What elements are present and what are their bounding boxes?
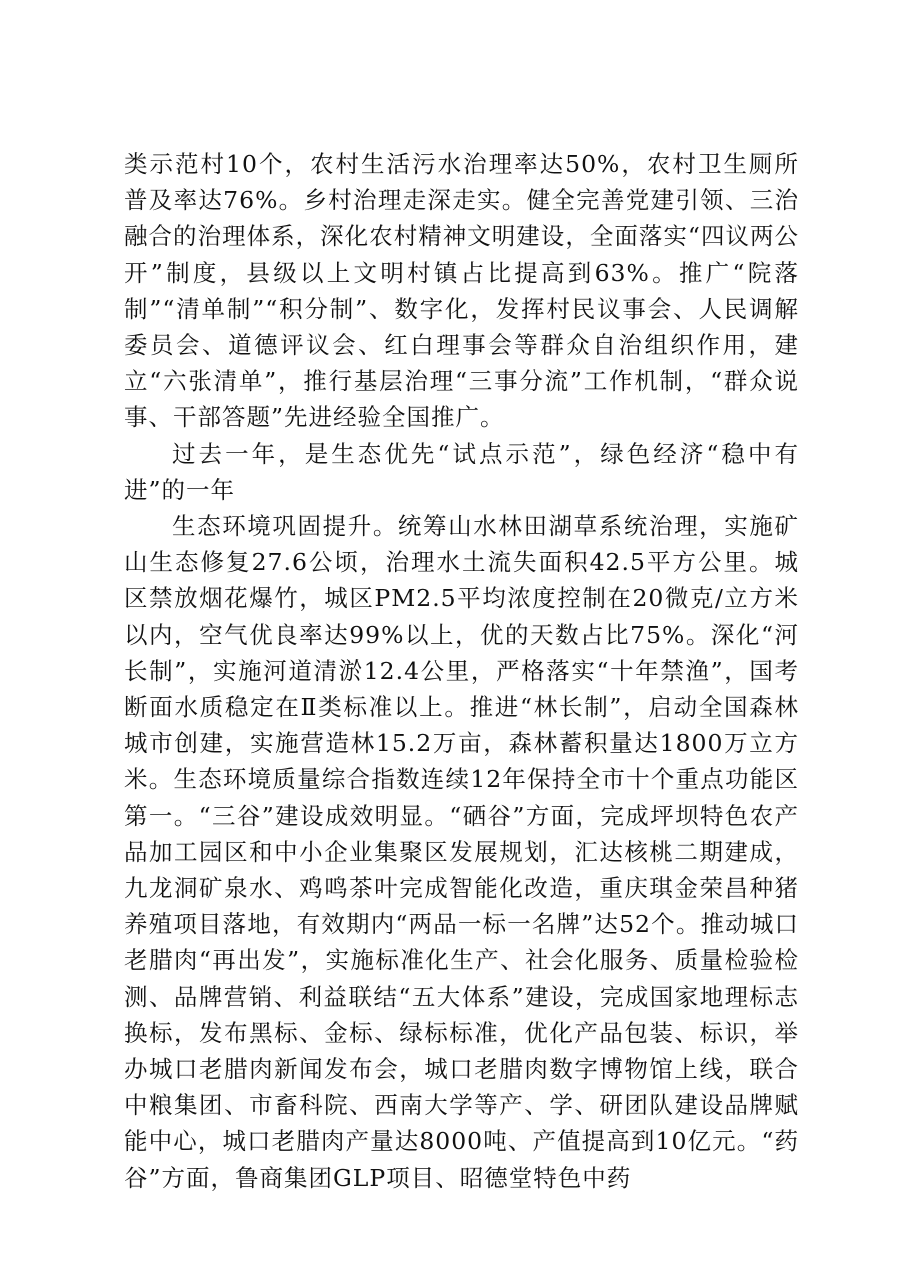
paragraph-rural-governance: 类示范村10个，农村生活污水治理率达50%，农村卫生厕所普及率达76%。乡村治理走深走实。健全完善党建引领、三治融合的治理体系，深化农村精神文明建设，全面落实“四议两公开”制度，县级以上文明村镇占比提高到63%。推广“院落制”“清单制”“积分制”、数字化，发挥村民议事会、人民调解委员会、道德评议会、红白理事会等群众自治组织作用，建立“六张清单”，推行基层治理“三事分流”工作机制，“群众说事、干部答题”先进经验全国推广。	[124, 150, 799, 432]
paragraph-ecology: 生态环境巩固提升。统筹山水林田湖草系统治理，实施矿山生态修复27.6公顷，治理水土流失面积42.5平方公里。城区禁放烟花爆竹，城区PM2.5平均浓度控制在20微克/立方米以内，空气优良率达99%以上，优的天数占比75%。深化“河长制”，实施河道清淤12.4公里，严格落实“十年禁渔”，国考断面水质稳定在Ⅱ类标准以上。推进“林长制”，启动全国森林城市创建，实施营造林15.2万亩，森林蓄积量达1800万立方米。生态环境质量综合指数连续12年保持全市十个重点功能区第一。“三谷”建设成效明显。“硒谷”方面，完成坪坝特色农产品加工园区和中小企业集聚区发展规划，汇达核桃二期建成，九龙洞矿泉水、鸡鸣茶叶完成智能化改造，重庆琪金荣昌种猪养殖项目落地，有效期内“两品一标一名牌”达52个。推动城口老腊肉“再出发”，实施标准化生产、社会化服务、质量检验检测、品牌营销、利益联结“五大体系”建设，完成国家地理标志换标，发布黑标、金标、绿标标准，优化产品包装、标识，举办城口老腊肉新闻发布会，城口老腊肉数字博物馆上线，联合中粮集团、市畜科院、西南大学等产、学、研团队建设品牌赋能中心，城口老腊肉产量达8000吨、产值提高到10亿元。“药谷”方面，鲁商集团GLP项目、昭德堂特色中药	[124, 512, 799, 1192]
document-body	[124, 146, 799, 1196]
section-heading: 过去一年，是生态优先“试点示范”，绿色经济“稳中有进”的一年	[124, 439, 799, 504]
